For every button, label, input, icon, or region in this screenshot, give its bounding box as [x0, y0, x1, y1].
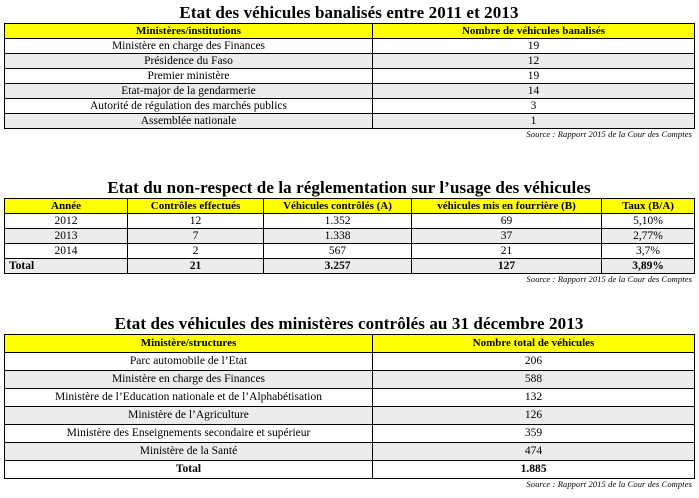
- table-cell: 132: [373, 389, 695, 407]
- column-header: Année: [5, 199, 128, 214]
- table-cell: 127: [412, 259, 602, 274]
- table-cell: Ministère en charge des Finances: [5, 39, 373, 54]
- source-note: Source : Rapport 2015 de la Cour des Comptes: [526, 479, 692, 489]
- table-row: [5, 244, 695, 259]
- table-cell: 1.885: [373, 461, 695, 479]
- table-cell: 206: [373, 353, 695, 371]
- table-cell: 1.352: [264, 214, 412, 229]
- table-cell: Premier ministère: [5, 69, 373, 84]
- table-row: [5, 443, 695, 461]
- source-note: Source : Rapport 2015 de la Cour des Comptes: [526, 129, 692, 139]
- table-cell: 2,77%: [602, 229, 695, 244]
- table-cell: Total: [5, 461, 373, 479]
- table-cell: Ministère de l’Education nationale et de l’Alphabétisation: [5, 389, 373, 407]
- table-cell: Etat-major de la gendarmerie: [5, 84, 373, 99]
- table-cell: Ministère de l’Agriculture: [5, 407, 373, 425]
- table-row: [5, 54, 695, 69]
- table-cell: 1.338: [264, 229, 412, 244]
- table-cell: 359: [373, 425, 695, 443]
- section-vehicules-ministeres: [4, 314, 694, 489]
- table-header-row: [5, 335, 695, 353]
- section-non-respect-reglementation: [4, 178, 694, 284]
- column-header: Ministères/institutions: [5, 24, 373, 39]
- table-cell: 3.257: [264, 259, 412, 274]
- table-cell: 2: [128, 244, 264, 259]
- table1-title: Etat des véhicules banalisés entre 2011 et 2013: [179, 3, 519, 22]
- table-row: [5, 99, 695, 114]
- column-header: Véhicules contrôlés (A): [264, 199, 412, 214]
- table-row: [5, 229, 695, 244]
- table-cell: 19: [373, 39, 695, 54]
- column-header: Ministère/structures: [5, 335, 373, 353]
- table-cell: Présidence du Faso: [5, 54, 373, 69]
- table3-title: Etat des véhicules des ministères contrôlés au 31 décembre 2013: [114, 314, 584, 333]
- table-non-respect-reglementation: [4, 198, 695, 274]
- table-cell: Parc automobile de l’Etat: [5, 353, 373, 371]
- column-header: Nombre total de véhicules: [373, 335, 695, 353]
- table-cell: 474: [373, 443, 695, 461]
- table-cell: 1: [373, 114, 695, 129]
- table-cell: 37: [412, 229, 602, 244]
- table-cell: Autorité de régulation des marchés publics: [5, 99, 373, 114]
- table-cell: 3,7%: [602, 244, 695, 259]
- table-cell: 2013: [5, 229, 128, 244]
- table-cell: Total: [5, 259, 128, 274]
- table-vehicules-banalises: [4, 23, 695, 129]
- table-total-row: [5, 461, 695, 479]
- table-row: [5, 84, 695, 99]
- table-row: [5, 371, 695, 389]
- table-cell: 126: [373, 407, 695, 425]
- table-total-row: [5, 259, 695, 274]
- column-header: véhicules mis en fourrière (B): [412, 199, 602, 214]
- table-cell: 588: [373, 371, 695, 389]
- table-row: [5, 69, 695, 84]
- column-header: Contrôles effectués: [128, 199, 264, 214]
- table-cell: 12: [373, 54, 695, 69]
- table-cell: 3,89%: [602, 259, 695, 274]
- table-cell: 7: [128, 229, 264, 244]
- table-row: [5, 425, 695, 443]
- table-header-row: [5, 24, 695, 39]
- table-row: [5, 389, 695, 407]
- table-cell: 21: [412, 244, 602, 259]
- table-cell: 12: [128, 214, 264, 229]
- column-header: Taux (B/A): [602, 199, 695, 214]
- table-row: [5, 114, 695, 129]
- table2-title: Etat du non-respect de la réglementation sur l’usage des véhicules: [107, 178, 591, 197]
- table-row: [5, 214, 695, 229]
- table-cell: Assemblée nationale: [5, 114, 373, 129]
- table-cell: 3: [373, 99, 695, 114]
- table-header-row: [5, 199, 695, 214]
- table-cell: 14: [373, 84, 695, 99]
- table-cell: Ministère des Enseignements secondaire et supérieur: [5, 425, 373, 443]
- table-cell: Ministère de la Santé: [5, 443, 373, 461]
- table-row: [5, 39, 695, 54]
- table-vehicules-ministeres: [4, 334, 695, 479]
- table-cell: 5,10%: [602, 214, 695, 229]
- table-cell: 567: [264, 244, 412, 259]
- section-vehicules-banalises: [4, 3, 694, 139]
- table-cell: 69: [412, 214, 602, 229]
- table-cell: 2014: [5, 244, 128, 259]
- source-note: Source : Rapport 2015 de la Cour des Comptes: [526, 274, 692, 284]
- table-cell: Ministère en charge des Finances: [5, 371, 373, 389]
- column-header: Nombre de véhicules banalisés: [373, 24, 695, 39]
- table-cell: 19: [373, 69, 695, 84]
- table-row: [5, 353, 695, 371]
- table-cell: 21: [128, 259, 264, 274]
- table-cell: 2012: [5, 214, 128, 229]
- table-row: [5, 407, 695, 425]
